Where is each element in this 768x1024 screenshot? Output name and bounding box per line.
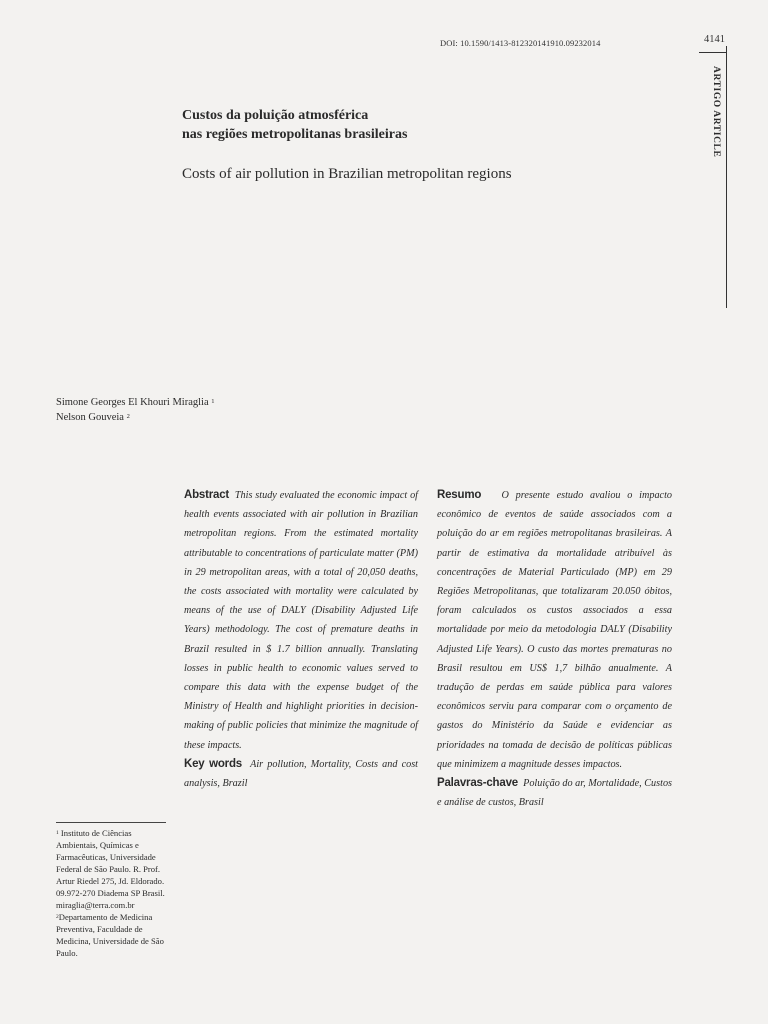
author-item: Nelson Gouveia $^2$ [56,412,130,423]
abstract-text: This study evaluated the economic impact of health events associated with air pollution in Brazilian metropolitan regions. From the estimated mortality attributable to concentrations of particulate matter (PM) in 29 metropolitan areas, with a total of 20,050 deaths, the costs associated with mortality were calculated by means of the use of DALY (Disability Adjusted Life Years) methodology. The cost of premature deaths in Brazil resulted in $ 1.7 billion annually. Translating losses in public health to economic values served to compare this data with the expense budget of the Ministry of Health and highlight priorities in decision-making of public policies that minimize the magnitude of these impacts. [184,490,419,751]
keywords-label: Key words [184,757,242,770]
title-pt-line2: nas regiões metropolitanas brasileiras [182,127,408,142]
footnote-rule [56,822,166,823]
doi-text: DOI: 10.1590/1413-812320141910.09232014 [440,38,601,48]
abstract-column [184,486,418,793]
title-portuguese [182,106,602,144]
palavras-chave-label: Palavras-chave [437,777,518,790]
footnote-2: $^2$Departamento de Medicina Preventiva, Faculdade de Medicina, Universidade de São Paulo. [56,912,164,958]
header-horizontal-rule [699,52,726,53]
author-item: Simone Georges El Khouri Miraglia $^1$ [56,397,215,408]
keywords-paragraph [184,755,418,793]
page-number: 4141 [704,34,725,45]
resumo-label: Resumo [437,489,482,501]
abstract-label: Abstract [184,489,230,501]
resumo-text: O presente estudo avaliou o impacto econômico de eventos de saúde associados com a poluição do ar em regiões metropolitanas brasileiras. A partir de estimativa da mortalidade atribuível às concentrações de Material Particulado (MP) em 29 Regiões Metropolitanas, que totalizaram 20.050 óbitos, foram calculados os custos associados a essa mortalidade por meio da metodologia DALY (Disability Adjusted Life Years). O custo das mortes prematuras no Brasil resultou em US$ 1,7 bilhão anualmente. A tradução de perdas em saúde pública para valores econômicos serviu para comparar com o orçamento de gastos do Ministério da Saúde e evidenciar as prioridades na tomada de decisão de políticas públicas que minimizem a magnitude desses impactos. [437,490,673,770]
footnotes [56,827,172,959]
keywords-text: Air pollution, Mortality, Costs and cost analysis, Brazil [184,758,418,790]
resumo-column [437,486,672,812]
author-list [56,395,215,425]
title-pt-line1: Custos da poluição atmosférica [182,108,369,123]
footnote-1: $^1$ Instituto de Ciências Ambientais, Químicas e Farmacêuticas, Universidade Federal de São Paulo. R. Prof. Artur Riedel 275, Jd. Eldorado. 09.972-270 Diadema SP Brasil. miraglia@terra.com.br [56,828,165,910]
abstract-paragraph [184,486,418,755]
resumo-paragraph [437,486,672,774]
palavras-chave-text: Poluição do ar, Mortalidade, Custos e análise de custos, Brasil [437,778,672,809]
palavras-chave-paragraph [437,774,672,812]
article-type-label: ARTIGO ARTICLE [711,66,721,158]
header-vertical-rule [726,46,727,308]
title-english: Costs of air pollution in Brazilian metropolitan regions [182,166,512,182]
